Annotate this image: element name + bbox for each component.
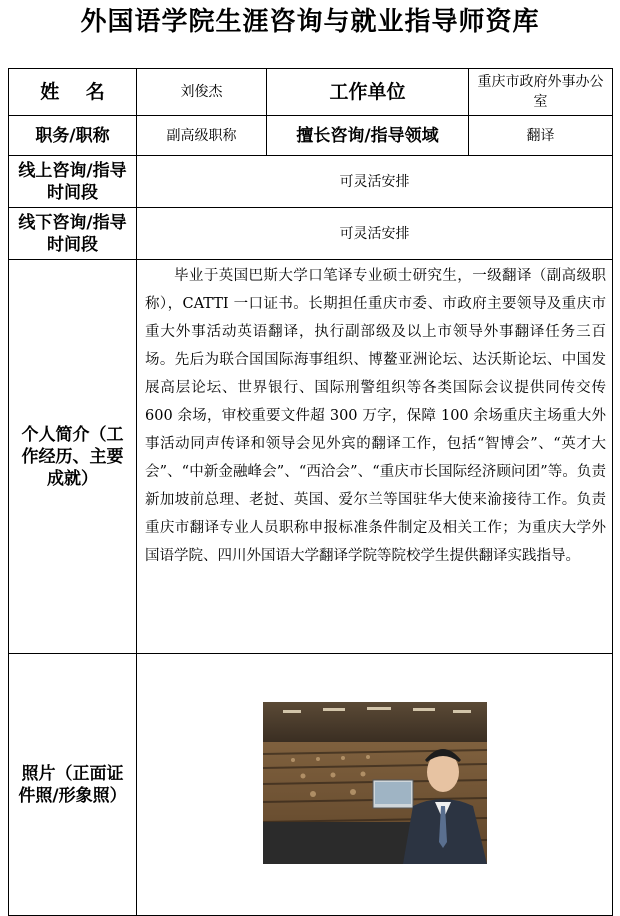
name-row xyxy=(9,69,613,116)
offline-value: 可灵活安排 xyxy=(137,208,613,260)
online-row xyxy=(9,156,613,208)
profile-photo xyxy=(263,702,487,864)
photo-cell xyxy=(137,654,613,916)
profile-table xyxy=(8,68,613,916)
work-unit-label: 工作单位 xyxy=(267,69,469,116)
online-value: 可灵活安排 xyxy=(137,156,613,208)
offline-row xyxy=(9,208,613,260)
bio-text: 毕业于英国巴斯大学口笔译专业硕士研究生，一级翻译（副高级职称），CATTI 一口证书。长期担任重庆市委、市政府主要领导及重庆市重大外事活动英语翻译，执行副部级及以上市领导外事翻译任务三百场。先后为联合国国际海事组织、博鳌亚洲论坛、达沃斯论坛、中国发展高层论坛、世界银行、国际刑警组织等各类国际会议提供同传交传 600 余场，审校重要文件超 300 万字，保障 100 余场重庆主场重大外事活动同声传译和领导会见外宾的翻译工作，包括“智博会”、“英才大会”、“中新金融峰会”、“西洽会”、“重庆市长国际经济顾问团”等。负责新加坡前总理、老挝、英国、爱尔兰等国驻华大使来渝接待工作。负责重庆市翻译专业人员职称申报标准条件制定及相关工作；为重庆大学外国语学院、四川外国语大学翻译学院等院校学生提供翻译实践指导。 xyxy=(137,260,613,654)
name-label: 姓 名 xyxy=(9,69,137,116)
offline-label: 线下咨询/指导时间段 xyxy=(9,208,137,260)
photo-image xyxy=(263,702,487,864)
online-label: 线上咨询/指导时间段 xyxy=(9,156,137,208)
work-unit-value: 重庆市政府外事办公室 xyxy=(469,69,613,116)
position-label: 职务/职称 xyxy=(9,116,137,156)
photo-label: 照片（正面证件照/形象照） xyxy=(9,654,137,916)
position-value: 副高级职称 xyxy=(137,116,267,156)
name-value: 刘俊杰 xyxy=(137,69,267,116)
expertise-label: 擅长咨询/指导领域 xyxy=(267,116,469,156)
bio-row xyxy=(9,260,613,654)
bio-label: 个人简介（工作经历、主要成就） xyxy=(9,260,137,654)
page-title: 外国语学院生涯咨询与就业指导师资库 xyxy=(80,7,540,37)
position-row xyxy=(9,116,613,156)
expertise-value: 翻译 xyxy=(469,116,613,156)
photo-row xyxy=(9,654,613,916)
